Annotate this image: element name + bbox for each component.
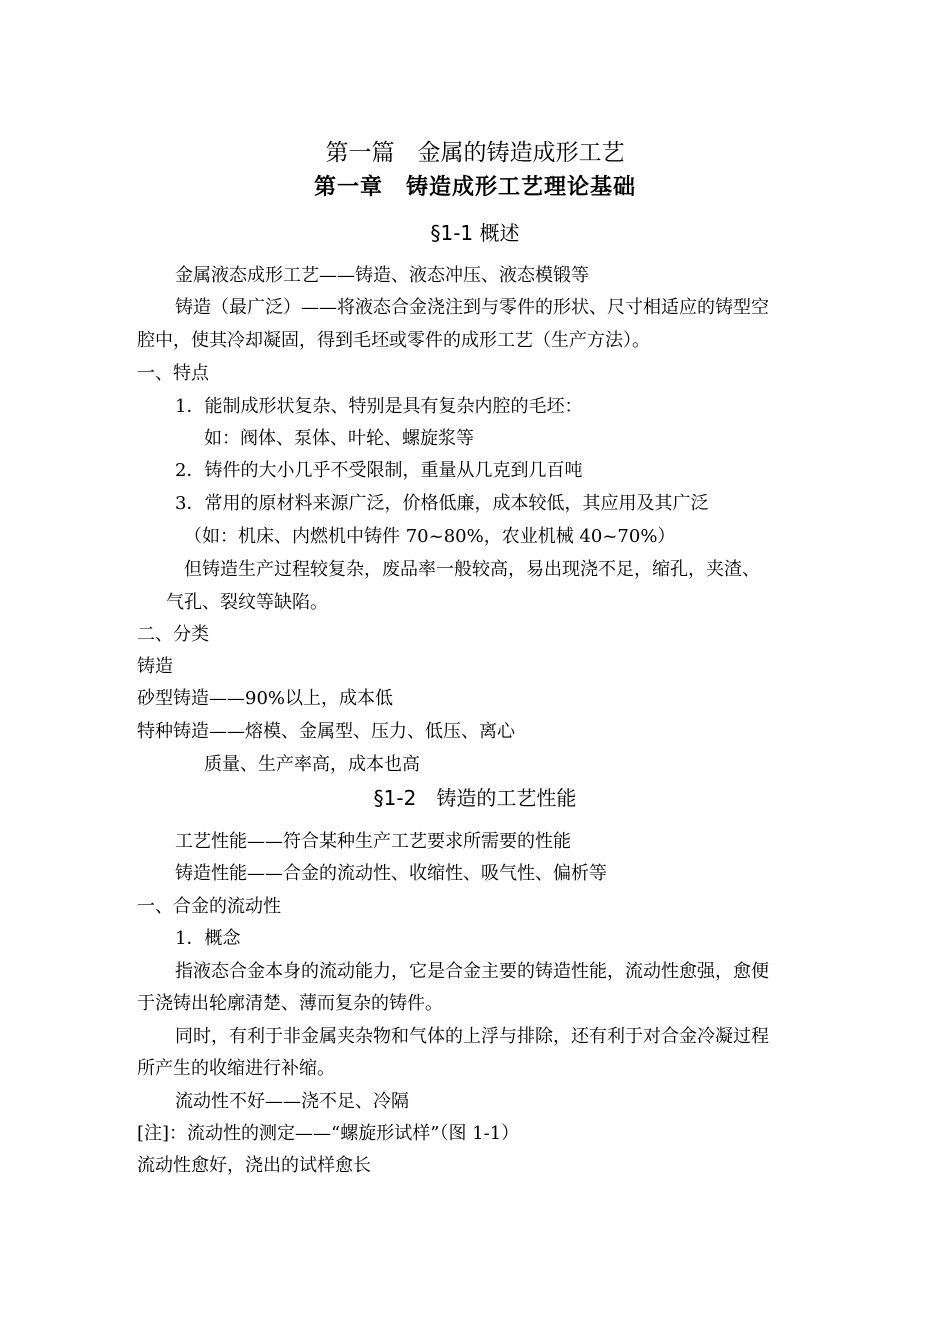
paragraph-line: 铸造 [137,656,173,677]
list-item-detail: 如：阀体、泵体、叶轮、螺旋浆等 [204,428,474,449]
paragraph-line: 气孔、裂纹等缺陷。 [166,592,328,613]
paragraph-line: 流动性不好——浇不足、冷隔 [175,1091,409,1112]
paragraph-line: 特种铸造——熔模、金属型、压力、低压、离心 [137,721,515,742]
chapter-title: 第一章 铸造成形工艺理论基础 [313,174,636,200]
list-heading: 二、分类 [137,624,209,645]
paragraph-line: 同时，有利于非金属夹杂物和气体的上浮与排除，还有利于对合金冷凝过程 [175,1026,769,1047]
list-item: 1．概念 [175,928,241,949]
list-heading: 一、特点 [137,363,209,384]
section-title-1-1: §1-1 概述 [430,221,520,245]
paragraph-line: 砂型铸造——90%以上，成本低 [137,688,394,709]
paragraph-line: 铸造（最广泛）——将液态合金浇注到与零件的形状、尺寸相适应的铸型空 [175,297,769,318]
list-item: 1．能制成形状复杂、特别是具有复杂内腔的毛坯： [175,396,583,417]
list-item-detail: （如：机床、内燃机中铸件 70~80%，农业机械 40~70%） [184,526,676,547]
section-title-1-2: §1-2 铸造的工艺性能 [373,786,577,810]
note-line: [注]：流动性的测定——“螺旋形试样”（图 1-1） [137,1123,520,1144]
paragraph-line: 所产生的收缩进行补缩。 [137,1058,335,1079]
paragraph-line: 金属液态成形工艺——铸造、液态冲压、液态模锻等 [175,265,589,286]
paragraph-line: 指液态合金本身的流动能力，它是合金主要的铸造性能，流动性愈强，愈便 [175,961,769,982]
paragraph-line: 流动性愈好，浇出的试样愈长 [137,1155,371,1176]
paragraph-line: 于浇铸出轮廓清楚、薄而复杂的铸件。 [137,993,443,1014]
paragraph-line: 工艺性能——符合某种生产工艺要求所需要的性能 [175,831,571,852]
list-item: 2．铸件的大小几乎不受限制，重量从几克到几百吨 [175,460,583,481]
paragraph-line: 铸造性能——合金的流动性、收缩性、吸气性、偏析等 [175,863,607,884]
list-heading: 一、合金的流动性 [137,896,281,917]
list-item: 3．常用的原材料来源广泛，价格低廉，成本较低，其应用及其广泛 [175,493,709,514]
part-title: 第一篇 金属的铸造成形工艺 [325,140,625,166]
paragraph-line: 质量、生产率高，成本也高 [204,754,420,775]
paragraph-line: 腔中，使其冷却凝固，得到毛坯或零件的成形工艺（生产方法）。 [137,330,650,351]
paragraph-line: 但铸造生产过程较复杂，废品率一般较高，易出现浇不足，缩孔，夹渣、 [184,559,760,580]
